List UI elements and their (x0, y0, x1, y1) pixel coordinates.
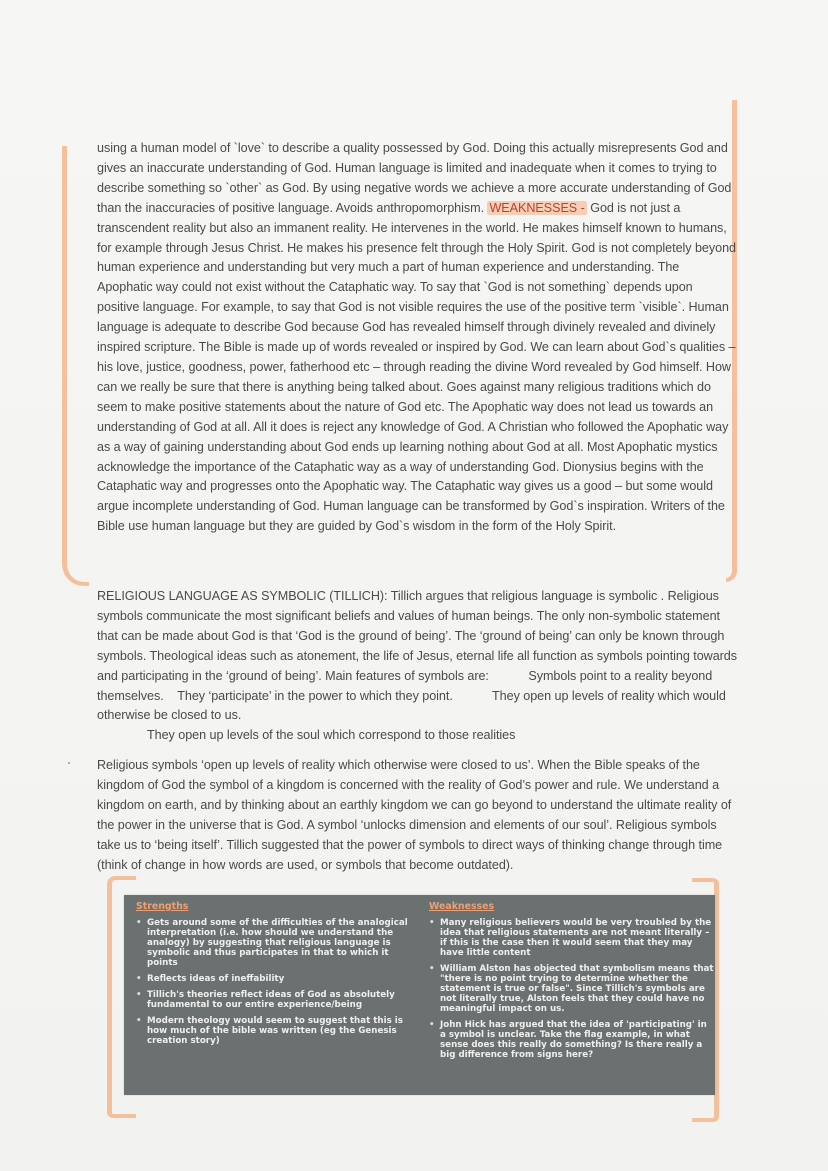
apophatic-weaknesses-paragraph (97, 139, 737, 537)
weakness-item: • Many religious believers would be very troubled by the idea that religious statements are not meant literally – if this is the case then it would seem that they may have little content (429, 918, 714, 958)
weaknesses-highlight: WEAKNESSES - (489, 200, 585, 215)
strength-item: • Tillich's theories reflect ideas of God as absolutely fundamental to our entire experience/being (136, 990, 411, 1010)
strengths-heading: Strengths (136, 901, 189, 912)
weakness-item: • John Hick has argued that the idea of 'participating' in a symbol is unclear. Take the flag example, in what sense does this really do something? Is there really a big difference from signs here? (429, 1020, 714, 1060)
orange-bracket-left-annotation (62, 146, 89, 586)
symbol-feature-3: They open up levels of reality which would otherwise be closed to us. (97, 688, 726, 723)
strength-item: • Reflects ideas of ineffability (136, 974, 411, 984)
strength-item: • Gets around some of the difficulties of the analogical interpretation (i.e. how should we understand the analogy) by suggesting that religious language is symbolic and thus participates in that to which it points (136, 918, 411, 968)
religious-symbols-paragraph: Religious symbols ‘open up levels of reality which otherwise were closed to us’. When the Bible speaks of the kingdom of God the symbol of a kingdom is concerned with the reality of God’s power and rule. We understand a kingdom on earth, and by thinking about an earthly kingdom we can go beyond to understand the ultimate reality of the power in the universe that is God. A symbol ‘unlocks dimension and elements of our soul’. Religious symbols take us to ‘being itself’. Tillich suggested that the power of symbols to direct ways of thinking change through time (think of change in how words are used, or symbols that become outdated). (97, 758, 732, 872)
stray-mark (68, 762, 70, 764)
strengths-weaknesses-table (124, 895, 715, 1095)
symbol-feature-1: Symbols point to a reality beyond themselves. (97, 668, 713, 703)
strengths-list (136, 918, 411, 1046)
symbol-feature-2: They ‘participate’ in the power to which they point. (177, 688, 453, 703)
paragraph-rest-text: God is not just a transcendent reality but also an immanent reality. He intervenes in the world. He makes himself known to humans, for example through Jesus Christ. He makes his presence felt through the Holy Spirit. God is not completely beyond human experience and understanding but very much a part of human experience and understanding. The Apophatic way could not exist without the Cataphatic way. To say that `God is not something` depends upon positive language. For example, to say that God is not visible requires the use of the positive term `visible`. Human language is adequate to describe God because God has revealed himself through divinely revealed and divinely inspired scripture. The Bible is made up of words revealed or inspired by God. We can learn about God`s qualities – his love, justice, goodness, power, fatherhood etc – through reading the divine Word revealed by God himself. How can we really be sure that there is anything being talked about. Goes against many religious traditions which do seem to make positive statements about the nature of God etc. The Apophatic way does not lead us towards an understanding of God at all. All it does is reject any knowledge of God. A Christian who followed the Apophatic way as a way of gaining understanding about God ends up learning nothing about God at all. Most Apophatic mystics acknowledge the importance of the Cataphatic way as a way of understanding God. Dionysius begins with the Cataphatic way and progresses onto the Apophatic way. The Cataphatic way gives us a good – but some would argue incomplete understanding of God. Human language can be transformed by God`s inspiration. Writers of the Bible use human language but they are guided by God`s wisdom in the form of the Holy Spirit. (97, 200, 736, 534)
strength-item: • Modern theology would seem to suggest that this is how much of the bible was written (eg the Genesis creation story) (136, 1016, 411, 1046)
weaknesses-list (429, 918, 714, 1060)
strengths-column (136, 902, 411, 1052)
weakness-item: • William Alston has objected that symbolism means that "there is no point trying to determine whether the statement is true or false". Since Tillich's symbols are not literally true, Alston feels that they could have no meaningful impact on us. (429, 964, 714, 1014)
symbol-feature-4: They open up levels of the soul which correspond to those realities (147, 728, 516, 743)
weaknesses-heading: Weaknesses (429, 901, 495, 912)
paragraph-lead-text: using a human model of `love` to describe a quality possessed by God. Doing this actually misrepresents God and gives an inaccurate understanding of God. Human language is limited and inadequate when it comes to trying to describe something so `other` as God. By using negative words we achieve a more accurate understanding of God than the inaccuracies of positive language. Avoids anthropomorphism. (97, 141, 732, 215)
weaknesses-column (429, 902, 714, 1066)
tillich-intro-text: RELIGIOUS LANGUAGE AS SYMBOLIC (TILLICH): Tillich argues that religious language is symbolic . Religious symbols communicate the most significant beliefs and values of human beings. The only non-symbolic statement that can be made about God is that ‘God is the ground of being’. The ‘ground of being’ can only be known through symbols. Theological ideas such as atonement, the life of Jesus, eternal life all function as symbols pointing towards and participating in the ‘ground of being’. Main features of symbols are: (97, 589, 737, 683)
tillich-symbolic-paragraph (97, 587, 737, 746)
